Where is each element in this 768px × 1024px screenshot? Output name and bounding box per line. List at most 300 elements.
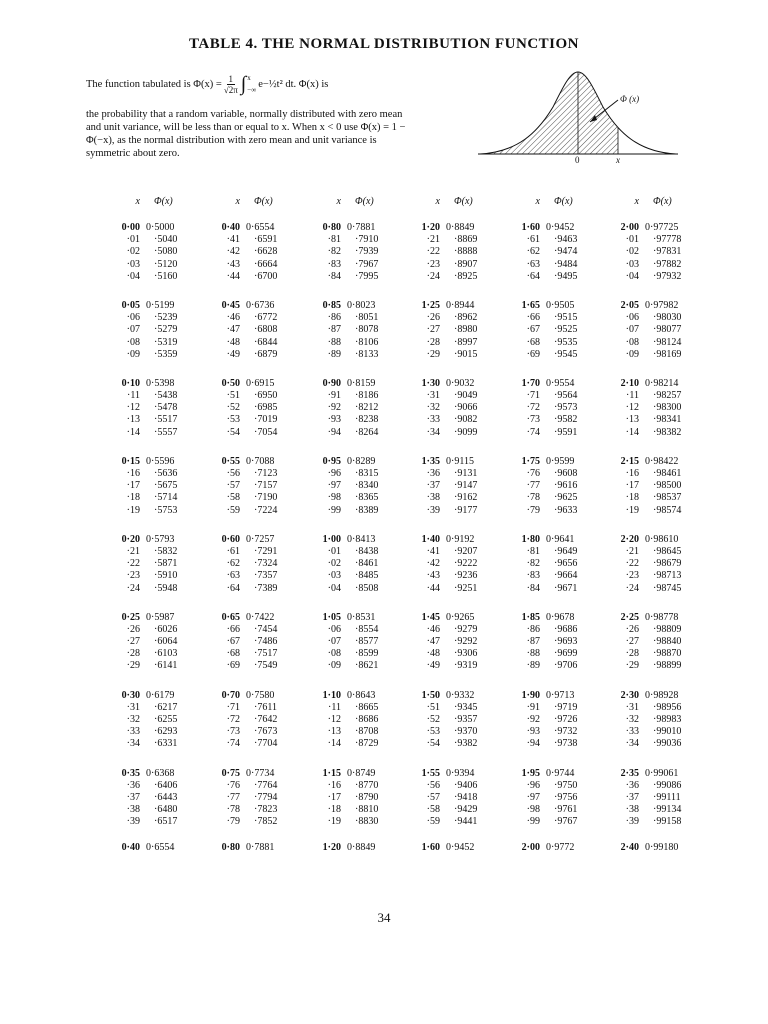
- table-row: [212, 456, 292, 468]
- x-value: ·79: [526, 504, 540, 516]
- table-row: [512, 780, 592, 792]
- phi-value: ·5438: [154, 390, 178, 402]
- phi-label: Φ (x): [620, 94, 640, 104]
- table-row: [212, 558, 292, 570]
- x-value: 1·15: [322, 767, 341, 779]
- table-row: [512, 390, 592, 402]
- row-block: [611, 222, 691, 283]
- table-row: [412, 246, 492, 258]
- row-block: [212, 768, 292, 829]
- phi-value: 0·8413: [347, 533, 376, 545]
- table-row: [112, 612, 192, 624]
- integral-sign: ∫: [240, 72, 247, 95]
- table-row: [611, 414, 691, 426]
- row-block: [212, 300, 292, 361]
- table-row: [512, 690, 592, 702]
- row-block: [611, 768, 691, 829]
- table-row: [611, 300, 691, 312]
- row-block: [611, 456, 691, 517]
- table-row: [313, 558, 393, 570]
- table-row: [313, 546, 393, 558]
- row-block: [112, 612, 192, 673]
- phi-value: ·9767: [554, 816, 578, 828]
- x-value: ·03: [126, 258, 140, 270]
- table-row: [212, 570, 292, 582]
- phi-value: 0·9032: [446, 377, 475, 389]
- row-block: [212, 612, 292, 673]
- x-value: ·63: [226, 570, 240, 582]
- x-value: 1·20: [421, 222, 440, 233]
- x-value: ·13: [126, 414, 140, 426]
- x-value: ·18: [126, 492, 140, 504]
- table-row: [212, 660, 292, 672]
- x-value: ·77: [526, 480, 540, 492]
- phi-value: ·6141: [154, 660, 178, 672]
- table-row: [313, 505, 393, 517]
- table-row: [412, 804, 492, 816]
- table-row: [313, 337, 393, 349]
- phi-value: 0·99061: [645, 767, 679, 779]
- phi-value: ·9564: [554, 390, 578, 402]
- x-value: ·19: [625, 504, 639, 516]
- x-value: ·21: [426, 234, 440, 246]
- table-row: [212, 816, 292, 828]
- phi-value: ·6331: [154, 738, 178, 750]
- phi-value: ·8365: [355, 492, 379, 504]
- phi-value: 0·8849: [347, 842, 376, 853]
- table-row: [512, 414, 592, 426]
- phi-value: ·6950: [254, 390, 278, 402]
- phi-value: 0·5000: [146, 222, 175, 233]
- x-value: ·84: [327, 270, 341, 282]
- table-row: [112, 468, 192, 480]
- table-row: [611, 468, 691, 480]
- phi-value: ·5478: [154, 402, 178, 414]
- x-value: ·23: [126, 570, 140, 582]
- x-value: ·08: [327, 648, 341, 660]
- phi-value: ·9463: [554, 234, 578, 246]
- x-value: 1·20: [322, 842, 341, 853]
- table-row: [313, 222, 393, 234]
- page-number: 34: [377, 910, 391, 925]
- table-row: [512, 427, 592, 439]
- column-header: [112, 196, 192, 208]
- phi-value: ·9738: [554, 738, 578, 750]
- phi-value: ·5948: [154, 582, 178, 594]
- phi-value: ·9582: [554, 414, 578, 426]
- phi-value: ·6628: [254, 246, 278, 258]
- phi-value: ·8888: [454, 246, 478, 258]
- x-value: ·29: [426, 348, 440, 360]
- x-value: ·28: [426, 336, 440, 348]
- x-value: 2·10: [620, 377, 639, 389]
- phi-value: ·9131: [454, 468, 478, 479]
- table-row: [412, 583, 492, 595]
- phi-value: ·7224: [254, 504, 278, 516]
- phi-value: ·9162: [454, 492, 478, 504]
- table-row: [611, 337, 691, 349]
- phi-value: 0·98928: [645, 689, 679, 701]
- final-row: [313, 842, 393, 854]
- phi-value: 0·9394: [446, 767, 475, 779]
- x-value: ·73: [226, 726, 240, 738]
- column-header: [212, 196, 292, 208]
- phi-value: ·5636: [154, 468, 178, 479]
- x-value: ·16: [126, 468, 140, 479]
- x-value: ·39: [625, 816, 639, 828]
- x-value: ·19: [126, 504, 140, 516]
- phi-value: ·98745: [653, 582, 682, 594]
- phi-value: ·8315: [355, 468, 379, 479]
- phi-value: ·6985: [254, 402, 278, 414]
- phi-value: ·9049: [454, 390, 478, 402]
- phi-value: ·6064: [154, 636, 178, 648]
- x-value: 1·50: [421, 689, 440, 701]
- table-row: [212, 702, 292, 714]
- table-row: [412, 738, 492, 750]
- x-value: ·12: [327, 714, 341, 725]
- table-row: [112, 337, 192, 349]
- table-row: [313, 636, 393, 648]
- table-row: [512, 234, 592, 246]
- table-row: [611, 690, 691, 702]
- x-value: 0·70: [221, 689, 240, 701]
- phi-value: 0·9554: [546, 377, 575, 389]
- x-value: ·67: [526, 324, 540, 336]
- table-row: [512, 726, 592, 738]
- table-row: [412, 570, 492, 582]
- x-value: ·17: [327, 791, 341, 803]
- table-row: [512, 259, 592, 271]
- table-row: [313, 690, 393, 702]
- x-value: 2·40: [620, 842, 639, 853]
- x-value: ·33: [625, 726, 639, 738]
- phi-value: ·8389: [355, 504, 379, 516]
- x-value: ·96: [327, 468, 341, 479]
- header-phi: Φ(x): [254, 196, 273, 207]
- table-row: [412, 300, 492, 312]
- x-value: ·52: [426, 714, 440, 725]
- x-value: 0·80: [322, 222, 341, 233]
- x-value: ·51: [226, 390, 240, 402]
- x-value: ·01: [625, 234, 639, 246]
- phi-value: ·9671: [554, 582, 578, 594]
- phi-value: 0·9505: [546, 299, 575, 311]
- x-value: ·92: [327, 402, 341, 414]
- table-column: [212, 222, 292, 846]
- x-value: ·87: [327, 324, 341, 336]
- x-value: ·53: [226, 414, 240, 426]
- table-row: [212, 624, 292, 636]
- x-value: 1·35: [421, 455, 440, 467]
- x-value: ·46: [426, 623, 440, 635]
- fraction-denominator: √2π: [223, 84, 238, 95]
- phi-value: ·8830: [355, 816, 379, 828]
- phi-value: ·9251: [454, 582, 478, 594]
- phi-value: 0·5596: [146, 455, 175, 467]
- phi-value: ·8133: [355, 348, 379, 360]
- table-row: [313, 246, 393, 258]
- x-value: ·83: [327, 258, 341, 270]
- table-row: [313, 534, 393, 546]
- phi-value: ·9429: [454, 804, 478, 816]
- table-row: [112, 780, 192, 792]
- x-value: ·24: [126, 582, 140, 594]
- row-block: [412, 378, 492, 439]
- phi-value: 0·8531: [347, 611, 376, 623]
- x-value: ·81: [327, 234, 341, 246]
- table-row: [412, 234, 492, 246]
- table-row: [512, 222, 592, 234]
- table-row: [412, 349, 492, 361]
- phi-value: 0·9599: [546, 455, 575, 467]
- table-row: [112, 583, 192, 595]
- x-value: 0·25: [121, 611, 140, 623]
- table-row: [512, 804, 592, 816]
- phi-value: ·9608: [554, 468, 578, 479]
- table-row: [212, 583, 292, 595]
- table-row: [212, 312, 292, 324]
- intro-text: [86, 70, 416, 160]
- phi-value: 0·6554: [246, 222, 275, 233]
- x-value: ·62: [226, 558, 240, 570]
- table-row: [112, 271, 192, 283]
- x-value: ·02: [327, 558, 341, 570]
- x-value: ·32: [126, 714, 140, 725]
- phi-value: ·8621: [355, 660, 379, 672]
- table-row: [412, 702, 492, 714]
- x-value: ·07: [126, 324, 140, 336]
- row-block: [412, 768, 492, 829]
- x-value: ·22: [426, 246, 440, 258]
- table-row: [212, 546, 292, 558]
- phi-value: ·7852: [254, 816, 278, 828]
- phi-value: ·7123: [254, 468, 278, 479]
- table-row: [313, 768, 393, 780]
- x-value: ·64: [226, 582, 240, 594]
- phi-value: ·9066: [454, 402, 478, 414]
- table-row: [212, 480, 292, 492]
- table-row: [313, 738, 393, 750]
- x-value: 1·75: [521, 455, 540, 467]
- x-value: ·56: [226, 468, 240, 479]
- phi-value: ·7291: [254, 545, 278, 557]
- x-value: ·39: [126, 816, 140, 828]
- phi-value: ·7995: [355, 270, 379, 282]
- table-row: [611, 558, 691, 570]
- x-value: ·02: [126, 246, 140, 258]
- row-block: [313, 378, 393, 439]
- table-row: [412, 546, 492, 558]
- table-row: [412, 402, 492, 414]
- table-row: [611, 660, 691, 672]
- phi-value: 0·98610: [645, 533, 679, 545]
- x-value: ·87: [526, 636, 540, 648]
- phi-value: ·98840: [653, 636, 682, 648]
- column-header: [412, 196, 492, 208]
- x-value: ·07: [625, 324, 639, 336]
- x-value: ·03: [625, 258, 639, 270]
- phi-value: ·9345: [454, 701, 478, 713]
- table-row: [112, 427, 192, 439]
- table-row: [412, 768, 492, 780]
- table-row: [112, 842, 192, 854]
- table-row: [611, 312, 691, 324]
- phi-value: 0·98778: [645, 611, 679, 623]
- x-value: ·38: [625, 804, 639, 816]
- table-row: [112, 636, 192, 648]
- row-block: [412, 222, 492, 283]
- x-value: 0·20: [121, 533, 140, 545]
- phi-value: ·99134: [653, 804, 682, 816]
- header-phi: Φ(x): [454, 196, 473, 207]
- table-row: [112, 349, 192, 361]
- x-value: 0·95: [322, 455, 341, 467]
- table-row: [611, 222, 691, 234]
- x-value: 0·05: [121, 299, 140, 311]
- table-row: [313, 492, 393, 504]
- x-value: ·31: [126, 701, 140, 713]
- row-block: [611, 612, 691, 673]
- table-column: [611, 222, 691, 846]
- x-value: 0·10: [121, 377, 140, 389]
- phi-value: 0·6554: [146, 842, 175, 853]
- x-value: 1·95: [521, 767, 540, 779]
- table-row: [412, 690, 492, 702]
- normal-curve-figure: [478, 62, 678, 167]
- x-value: ·08: [126, 336, 140, 348]
- x-value: ·44: [426, 582, 440, 594]
- final-row: [512, 842, 592, 854]
- table-row: [611, 402, 691, 414]
- table-row: [611, 234, 691, 246]
- table-row: [611, 714, 691, 726]
- phi-value: ·8925: [454, 270, 478, 282]
- x-value: ·76: [526, 468, 540, 479]
- phi-value: ·99158: [653, 816, 682, 828]
- table-row: [412, 271, 492, 283]
- phi-value: ·98382: [653, 426, 682, 438]
- x-value: 0·45: [221, 299, 240, 311]
- phi-value: ·6217: [154, 701, 178, 713]
- phi-value: ·6103: [154, 648, 178, 660]
- x-value: ·93: [526, 726, 540, 738]
- table-row: [212, 768, 292, 780]
- x-value: ·99: [327, 504, 341, 516]
- phi-value: 0·6368: [146, 767, 175, 779]
- row-block: [313, 768, 393, 829]
- x-value: ·44: [226, 270, 240, 282]
- table-row: [512, 337, 592, 349]
- table-row: [412, 612, 492, 624]
- x-value: 2·00: [620, 222, 639, 233]
- phi-value: ·9616: [554, 480, 578, 492]
- phi-value: ·99111: [653, 791, 681, 803]
- x-value: ·96: [526, 779, 540, 791]
- table-row: [212, 714, 292, 726]
- x-value: 2·00: [521, 842, 540, 853]
- phi-value: ·8106: [355, 336, 379, 348]
- phi-value: ·5160: [154, 270, 178, 282]
- row-block: [212, 534, 292, 595]
- table-row: [212, 414, 292, 426]
- table-row: [313, 816, 393, 828]
- phi-value: ·6517: [154, 816, 178, 828]
- phi-value: ·98257: [653, 390, 682, 402]
- phi-value: ·8264: [355, 426, 379, 438]
- phi-value: ·98956: [653, 701, 682, 713]
- x-value: 1·70: [521, 377, 540, 389]
- table-row: [313, 660, 393, 672]
- x-value: ·14: [126, 426, 140, 438]
- x-value: ·26: [625, 623, 639, 635]
- table-row: [313, 312, 393, 324]
- table-row: [512, 378, 592, 390]
- table-row: [412, 714, 492, 726]
- x-value: 1·85: [521, 611, 540, 623]
- phi-value: ·9474: [554, 246, 578, 258]
- table-row: [112, 714, 192, 726]
- table-row: [611, 259, 691, 271]
- phi-value: ·7823: [254, 804, 278, 816]
- table-row: [212, 738, 292, 750]
- table-row: [512, 570, 592, 582]
- table-row: [112, 222, 192, 234]
- phi-value: ·5239: [154, 312, 178, 324]
- x-value: 1·10: [322, 689, 341, 701]
- x-value: ·04: [625, 270, 639, 282]
- phi-value: ·9484: [554, 258, 578, 270]
- table-row: [611, 726, 691, 738]
- table-row: [512, 492, 592, 504]
- phi-value: 0·97725: [645, 222, 679, 233]
- phi-value: ·5753: [154, 504, 178, 516]
- phi-value: ·6480: [154, 804, 178, 816]
- x-value: ·88: [327, 336, 341, 348]
- table-row: [313, 468, 393, 480]
- x-value: ·27: [426, 324, 440, 336]
- phi-value: ·7157: [254, 480, 278, 492]
- phi-value: ·9207: [454, 545, 478, 557]
- header-x: x: [135, 196, 140, 207]
- x-value: ·31: [625, 701, 639, 713]
- table-row: [512, 468, 592, 480]
- table-row: [611, 768, 691, 780]
- column-header: [512, 196, 592, 208]
- phi-value: ·8729: [355, 738, 379, 750]
- phi-value: ·7794: [254, 791, 278, 803]
- x-value: ·51: [426, 701, 440, 713]
- phi-value: ·9495: [554, 270, 578, 282]
- x-value: ·09: [625, 348, 639, 360]
- table-row: [212, 842, 292, 854]
- x-value: 0·30: [121, 689, 140, 701]
- phi-value: ·8186: [355, 390, 379, 402]
- phi-value: 0·97982: [645, 299, 679, 311]
- table-row: [212, 534, 292, 546]
- x-value: ·13: [327, 726, 341, 738]
- x-value: ·94: [526, 738, 540, 750]
- phi-value: ·7389: [254, 582, 278, 594]
- phi-value: ·5359: [154, 348, 178, 360]
- x-value: ·42: [426, 558, 440, 570]
- x-value: 1·05: [322, 611, 341, 623]
- formula-lead: The function tabulated is Φ(x) =: [86, 78, 222, 90]
- x-value: ·13: [625, 414, 639, 426]
- x-value: ·57: [426, 791, 440, 803]
- x-value: ·79: [226, 816, 240, 828]
- row-block: [112, 690, 192, 751]
